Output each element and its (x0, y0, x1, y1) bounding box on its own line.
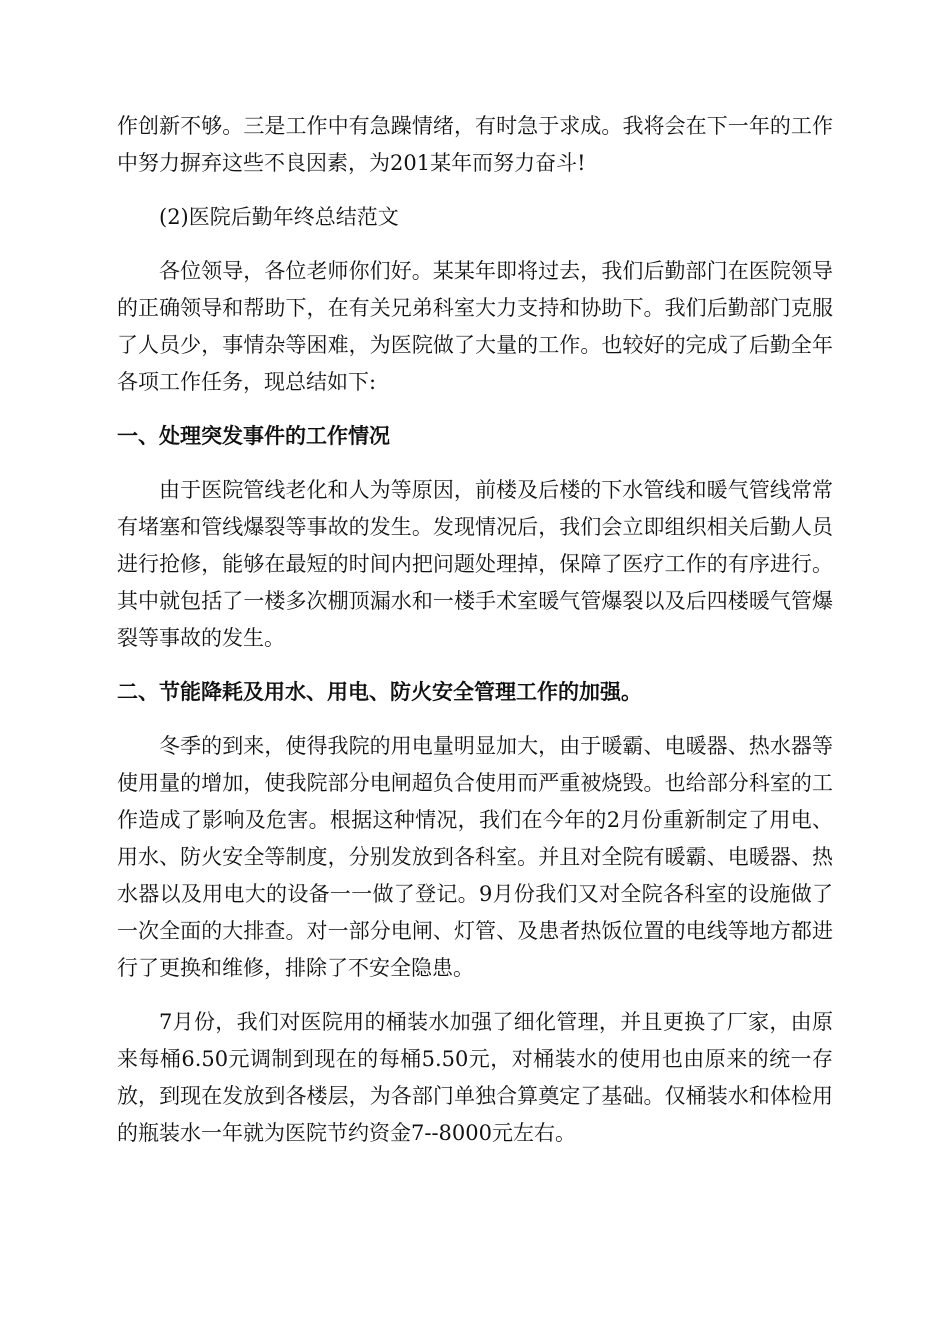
section-1-paragraph: 由于医院管线老化和人为等原因，前楼及后楼的下水管线和暖气管线常常有堵塞和管线爆裂等事故的发生。发现情况后，我们会立即组织相关后勤人员进行抢修，能够在最短的时间内把问题处理掉，保障了医疗工作的有序进行。其中就包括了一楼多次棚顶漏水和一楼手术室暖气管爆裂以及后四楼暖气管爆裂等事故的发生。 (117, 478, 833, 650)
continuation-paragraph: 作创新不够。三是工作中有急躁情绪，有时急于求成。我将会在下一年的工作中努力摒弃这些不良因素，为201某年而努力奋斗! (117, 114, 833, 175)
section-2-paragraph-2: 7月份，我们对医院用的桶装水加强了细化管理，并且更换了厂家，由原来每桶6.50元调制到现在的每桶5.50元，对桶装水的使用也由原来的统一存放，到现在发放到各楼层，为各部门单独合算奠定了基础。仅桶装水和体检用的瓶装水一年就为医院节约资金7--8000元左右。 (117, 1010, 833, 1145)
section-2-heading: 二、节能降耗及用水、用电、防火安全管理工作的加强。 (117, 680, 642, 704)
document-body (117, 108, 833, 1152)
section-1-heading: 一、处理突发事件的工作情况 (117, 424, 390, 448)
article-subtitle: (2)医院后勤年终总结范文 (159, 205, 399, 229)
section-2-paragraph-1: 冬季的到来，使得我院的用电量明显加大，由于暖霸、电暖器、热水器等使用量的增加，使我院部分电闸超负合使用而严重被烧毁。也给部分科室的工作造成了影响及危害。根据这种情况，我们在今年的2月份重新制定了用电、用水、防火安全等制度，分别发放到各科室。并且对全院有暖霸、电暖器、热水器以及用电大的设备一一做了登记。9月份我们又对全院各科室的设施做了一次全面的大排查。对一部分电闸、灯管、及患者热饭位置的电线等地方都进行了更换和维修，排除了不安全隐患。 (117, 734, 833, 980)
intro-paragraph: 各位领导，各位老师你们好。某某年即将过去，我们后勤部门在医院领导的正确领导和帮助下，在有关兄弟科室大力支持和协助下。我们后勤部门克服了人员少，事情杂等困难，为医院做了大量的工作。也较好的完成了后勤全年各项工作任务，现总结如下: (117, 259, 833, 394)
